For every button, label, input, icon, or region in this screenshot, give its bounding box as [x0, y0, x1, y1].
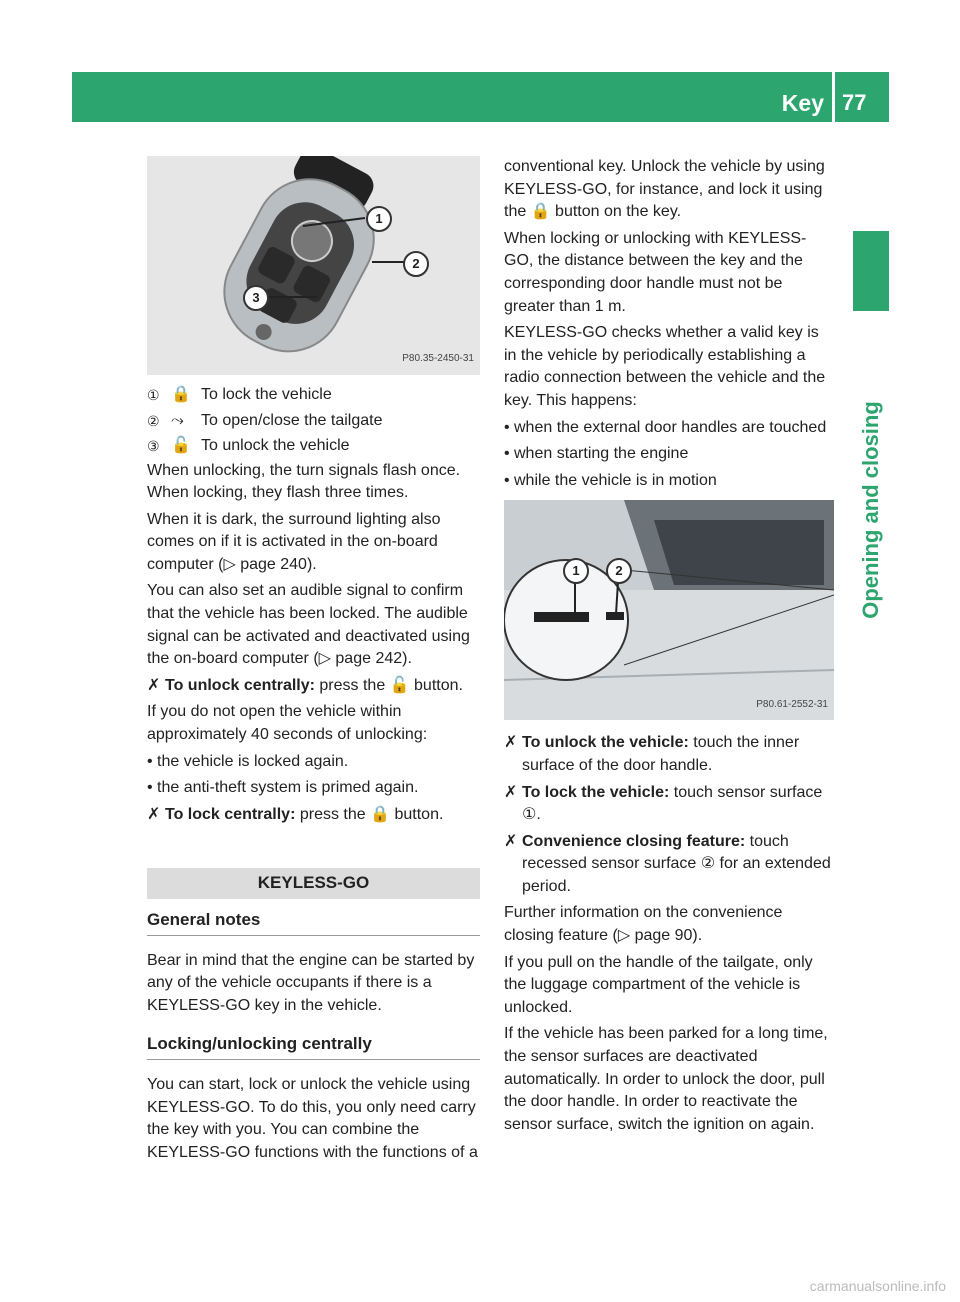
legend-number: ① — [147, 387, 160, 404]
list-item-text: when starting the engine — [514, 445, 689, 463]
subheading: General notes — [147, 909, 480, 936]
lock-icon: 🔒 — [171, 386, 191, 404]
header-divider — [832, 72, 835, 122]
figure-code: P80.61-2552-31 — [756, 698, 828, 710]
left-column — [147, 156, 480, 1168]
list-item — [504, 443, 834, 466]
tailgate-icon: ⤳ — [171, 411, 184, 429]
paragraph: You can start, lock or unlock the vehicle using KEYLESS-GO. To do this, you only need carry the key with you. You can combine the KEYLESS-GO functions with the functions of a — [147, 1075, 478, 1161]
side-tab-label: Opening and closing — [858, 401, 883, 619]
bullet-icon: • — [147, 752, 153, 770]
key-illustration — [147, 156, 480, 375]
list-item-text: when the external door handles are touched — [514, 418, 827, 436]
instruction-step — [147, 804, 480, 827]
list-item — [147, 751, 480, 774]
paragraph: When unlocking, the turn signals flash once. When locking, they flash three times. — [147, 461, 461, 502]
instruction-step — [504, 782, 834, 827]
step-title: To lock centrally: — [165, 805, 296, 823]
bullet-icon: • — [504, 471, 510, 489]
legend-item-tailgate — [147, 409, 480, 435]
key-figure — [147, 156, 480, 375]
door-handle-figure — [504, 500, 834, 720]
step-arrow-icon: ✗ — [504, 734, 518, 752]
door-illustration — [504, 500, 834, 720]
step-arrow-icon: ✗ — [147, 676, 161, 694]
paragraph: If you pull on the handle of the tailgate, only the luggage compartment of the vehicle is unlocked. — [504, 953, 813, 1016]
list-item-text: the anti-theft system is primed again. — [157, 779, 419, 797]
unlock-icon: 🔓 — [171, 437, 191, 455]
list-item — [147, 777, 480, 800]
step-title: Convenience closing feature: — [522, 832, 746, 850]
list-item-text: while the vehicle is in motion — [514, 471, 717, 489]
instruction-step — [147, 675, 480, 698]
step-arrow-icon: ✗ — [504, 783, 518, 801]
list-item — [504, 417, 834, 440]
right-column — [504, 156, 834, 1140]
step-title: To unlock the vehicle: — [522, 734, 689, 752]
paragraph: If the vehicle has been parked for a long time, the sensor surfaces are deactivated automatically. In order to unlock the door, pull the door handle. In order to reactivate the sensor surface, switch the ignition on again. — [504, 1025, 828, 1133]
bullet-icon: • — [147, 779, 153, 797]
legend-text: To open/close the tailgate — [201, 411, 383, 429]
paragraph: Further information on the convenience closing feature (▷ page 90). — [504, 904, 783, 945]
watermark: carmanualsonline.info — [809, 1278, 946, 1294]
step-text: touch recessed sensor surface ② for an extended period. — [522, 832, 831, 895]
paragraph: KEYLESS-GO checks whether a valid key is in the vehicle by periodically establishing a radio connection between the vehicle and the key. This happens: — [504, 324, 826, 409]
side-tab-marker — [853, 231, 889, 311]
bullet-icon: • — [504, 445, 510, 463]
header-title: Key — [781, 90, 824, 116]
section-heading: KEYLESS-GO — [147, 868, 480, 899]
page-number: 77 — [842, 90, 867, 115]
legend-text: To unlock the vehicle — [201, 437, 350, 455]
step-title: To unlock centrally: — [165, 676, 315, 694]
paragraph: If you do not open the vehicle within approximately 40 seconds of unlocking: — [147, 703, 428, 744]
figure-code: P80.35-2450-31 — [402, 353, 474, 365]
legend-number: ② — [147, 412, 160, 429]
paragraph: conventional key. Unlock the vehicle by using KEYLESS-GO, for instance, and lock it using the 🔒 button on the key. — [504, 158, 825, 221]
bullet-icon: • — [504, 418, 510, 436]
step-arrow-icon: ✗ — [147, 805, 161, 823]
legend-text: To lock the vehicle — [201, 386, 332, 404]
step-arrow-icon: ✗ — [504, 832, 518, 850]
step-title: To lock the vehicle: — [522, 783, 670, 801]
callout-1: 1 — [366, 206, 392, 232]
legend-item-unlock — [147, 434, 480, 460]
callout-2: 2 — [403, 251, 429, 277]
step-text: touch the inner surface of the door handle. — [522, 734, 800, 774]
list-item-text: the vehicle is locked again. — [157, 752, 349, 770]
instruction-step — [504, 831, 834, 899]
header-bar — [72, 72, 889, 122]
callout-3: 3 — [243, 285, 269, 311]
subheading: Locking/unlocking centrally — [147, 1033, 480, 1060]
step-text: press the 🔓 button. — [314, 676, 463, 694]
legend-item-lock — [147, 383, 480, 409]
paragraph: When it is dark, the surround lighting also comes on if it is activated in the on-board computer (▷ page 240). — [147, 510, 441, 573]
paragraph: Bear in mind that the engine can be started by any of the vehicle occupants if there is a KEYLESS-GO key in the vehicle. — [147, 951, 475, 1014]
step-text: press the 🔒 button. — [295, 805, 444, 823]
legend-number: ③ — [147, 438, 160, 455]
step-text: touch sensor surface ①. — [522, 783, 823, 824]
paragraph: You can also set an audible signal to confirm that the vehicle has been locked. The audible signal can be activated and deactivated using the on-board computer (▷ page 242). — [147, 582, 470, 668]
list-item — [504, 470, 834, 493]
callout-1: 1 — [563, 558, 589, 584]
instruction-step — [504, 732, 834, 777]
callout-2: 2 — [606, 558, 632, 584]
paragraph: When locking or unlocking with KEYLESS-GO, the distance between the key and the corresponding door handle must not be greater than 1 m. — [504, 229, 807, 315]
